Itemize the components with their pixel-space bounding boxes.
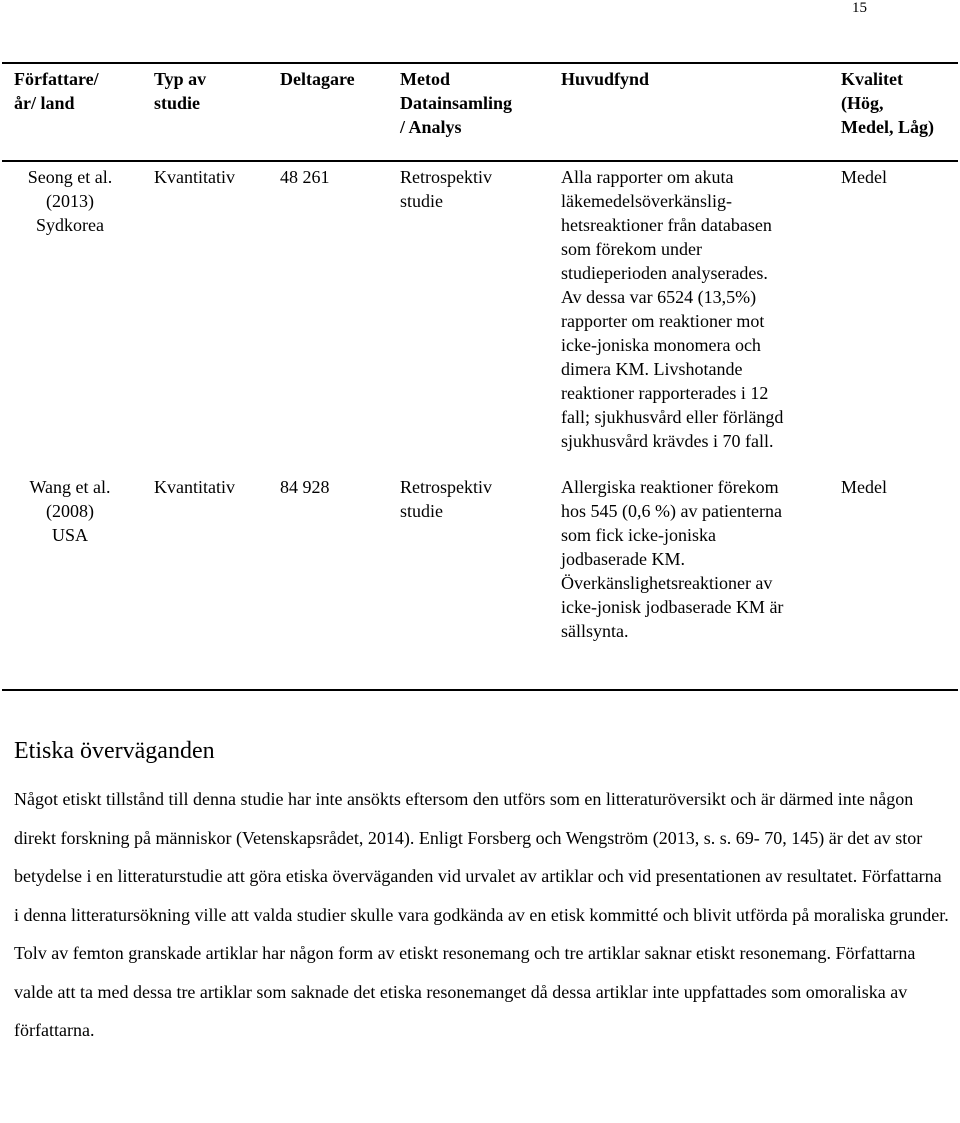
row-participants: 48 261 xyxy=(280,167,330,187)
row-author: Wang et al. (2008) USA xyxy=(29,477,111,545)
header-findings: Huvudfynd xyxy=(561,69,650,89)
table-top-rule xyxy=(2,62,958,64)
header-author: Författare/ år/ land xyxy=(14,69,99,113)
row-participants: 84 928 xyxy=(280,477,330,497)
header-quality: Kvalitet (Hög, Medel, Låg) xyxy=(841,69,934,137)
section-heading: Etiska överväganden xyxy=(14,738,215,764)
row-findings: Alla rapporter om akuta läkemedelsöverkänslig- hetsreaktioner från databasen som förekom under studieperioden analyserades. Av dessa var 6524 (13,5%) rapporter om reaktioner mot icke-joniska monomera och dimera KM. Livshotande reaktioner rapporterades i 12 fall; sjukhusvård eller förlängd sjukhusvård krävdes i 70 fall. xyxy=(561,167,784,451)
row-study-type: Kvantitativ xyxy=(154,477,235,497)
header-method: Metod Datainsamling / Analys xyxy=(400,69,513,137)
body-paragraph: Något etiskt tillstånd till denna studie har inte ansökts eftersom den utförs som en litteraturöversikt och är därmed inte någon direkt forskning på människor (Vetenskapsrådet, 2014). Enligt Forsberg och Wengström (2013, s. s. 69- 70, 145) är det av stor betydelse i en litteraturstudie att göra etiska överväganden vid urvalet av artiklar och vid presentationen av resultatet. Författarna i denna litteratursökning ville att valda studier skulle vara godkända av en etisk kommitté och blivit utförda på moraliska grunder. Tolv av femton granskade artiklar har någon form av etiskt resonemang och tre artiklar saknar etiskt resonemang. Författarna valde att ta med dessa tre artiklar som saknade det etiska resonemanget då dessa artiklar inte uppfattades som omoraliska av författarna. xyxy=(14,789,949,1040)
header-participants: Deltagare xyxy=(280,69,355,89)
row-quality: Medel xyxy=(841,167,887,187)
row-author: Seong et al. (2013) Sydkorea xyxy=(27,167,113,235)
row-method: Retrospektiv studie xyxy=(400,167,492,211)
header-study-type: Typ av studie xyxy=(154,69,207,113)
table-bottom-rule xyxy=(2,689,958,691)
row-study-type: Kvantitativ xyxy=(154,167,235,187)
page-number: 15 xyxy=(852,0,867,16)
table-header-rule xyxy=(2,160,958,162)
row-quality: Medel xyxy=(841,477,887,497)
row-findings: Allergiska reaktioner förekom hos 545 (0,6 %) av patienterna som fick icke-joniska jodbaserade KM. Överkänslighetsreaktioner av icke-jonisk jodbaserade KM är sällsynta. xyxy=(561,477,784,641)
row-method: Retrospektiv studie xyxy=(400,477,492,521)
